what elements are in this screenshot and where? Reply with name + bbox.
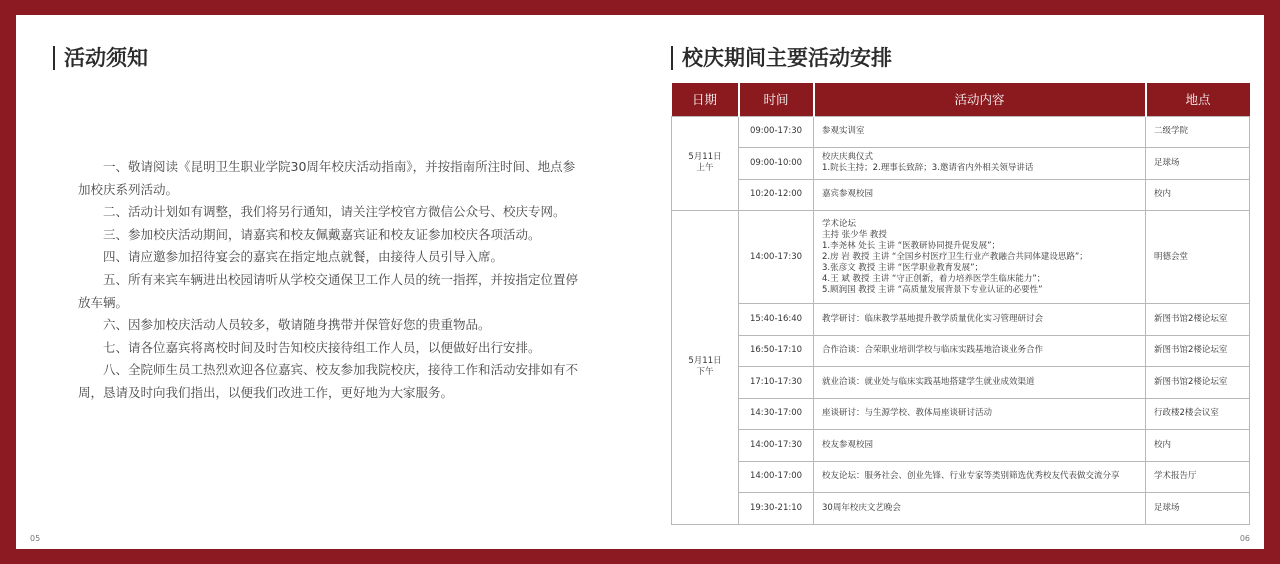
content-line: 校友论坛：服务社会、创业先锋、行业专家等类别筛选优秀校友代表做交流分享 xyxy=(822,471,1120,482)
brochure-spread xyxy=(16,15,1264,549)
table-row xyxy=(672,398,1250,430)
place-cell: 二级学院 xyxy=(1146,116,1250,148)
header-time: 时间 xyxy=(739,83,814,116)
content-line: 座谈研讨：与生源学校、教体局座谈研讨活动 xyxy=(822,408,993,419)
content-cell xyxy=(814,493,1146,525)
notice-title: 活动须知 xyxy=(53,46,148,70)
content-cell xyxy=(814,461,1146,493)
notice-list xyxy=(78,156,580,405)
notice-item: 六、因参加校庆活动人员较多，敬请随身携带并保管好您的贵重物品。 xyxy=(103,317,491,333)
content-cell xyxy=(814,367,1146,399)
time-cell: 16:50-17:10 xyxy=(739,335,814,367)
table-row xyxy=(672,148,1250,180)
place-cell: 校内 xyxy=(1146,430,1250,462)
content-line: 主持 张少华 教授 xyxy=(822,229,887,240)
content-line: 4.王 斌 教授 主讲 “守正创新，着力培养医学生临床能力”； xyxy=(822,273,1046,284)
time-cell: 09:00-10:00 xyxy=(739,148,814,180)
schedule-title: 校庆期间主要活动安排 xyxy=(671,46,892,70)
notice-item: 二、活动计划如有调整，我们将另行通知，请关注学校官方微信公众号、校庆专网。 xyxy=(103,204,566,220)
table-header-row xyxy=(672,83,1250,116)
table-row xyxy=(672,493,1250,525)
time-cell: 14:30-17:00 xyxy=(739,398,814,430)
page-number: 05 xyxy=(30,534,41,543)
place-cell: 新图书馆2楼论坛室 xyxy=(1146,335,1250,367)
place-cell: 学术报告厅 xyxy=(1146,461,1250,493)
date-cell xyxy=(672,211,739,525)
table-row xyxy=(672,430,1250,462)
table-row xyxy=(672,461,1250,493)
table-row xyxy=(672,304,1250,336)
place-cell: 明德会堂 xyxy=(1146,211,1250,304)
content-line: 5.顾润国 教授 主讲 “高质量发展背景下专业认证的必要性” xyxy=(822,284,1043,295)
table-row xyxy=(672,116,1250,148)
content-line: 合作洽谈：合荣职业培训学校与临床实践基地洽谈业务合作 xyxy=(822,345,1044,356)
notice-item: 一、敬请阅读《昆明卫生职业学院30周年校庆活动指南》，并按指南所注时间、地点参加校庆系列活动。 xyxy=(78,159,576,197)
place-cell: 校内 xyxy=(1146,179,1250,211)
page-number: 06 xyxy=(1239,534,1250,543)
time-cell: 14:00-17:30 xyxy=(739,430,814,462)
content-cell xyxy=(814,179,1146,211)
content-cell xyxy=(814,148,1146,180)
content-cell xyxy=(814,116,1146,148)
schedule-table xyxy=(671,83,1250,525)
content-cell xyxy=(814,304,1146,336)
table-row xyxy=(672,211,1250,304)
content-cell xyxy=(814,335,1146,367)
place-cell: 新图书馆2楼论坛室 xyxy=(1146,367,1250,399)
place-cell: 足球场 xyxy=(1146,148,1250,180)
place-cell: 行政楼2楼会议室 xyxy=(1146,398,1250,430)
time-cell: 10:20-12:00 xyxy=(739,179,814,211)
content-line: 教学研讨：临床教学基地提升教学质量优化实习管理研讨会 xyxy=(822,313,1044,324)
time-cell: 09:00-17:30 xyxy=(739,116,814,148)
content-cell xyxy=(814,430,1146,462)
place-cell: 足球场 xyxy=(1146,493,1250,525)
notice-item: 五、所有来宾车辆进出校园请听从学校交通保卫工作人员的统一指挥，并按指定位置停放车辆。 xyxy=(78,271,579,310)
date-period: 上午 xyxy=(696,163,714,174)
content-line: 30周年校庆文艺晚会 xyxy=(822,502,901,513)
notice-item: 三、参加校庆活动期间，请嘉宾和校友佩戴嘉宾证和校友证参加校庆各项活动。 xyxy=(103,226,541,242)
content-line: 校友参观校园 xyxy=(822,439,874,450)
content-line: 1.院长主持；2.理事长致辞；3.邀请省内外相关领导讲话 xyxy=(822,163,1034,174)
content-line: 学术论坛 xyxy=(822,218,857,229)
header-place: 地点 xyxy=(1146,83,1250,116)
date-cell xyxy=(672,116,739,211)
date-day: 5月11日 xyxy=(688,152,722,163)
place-cell: 新图书馆2楼论坛室 xyxy=(1146,304,1250,336)
date-period: 下午 xyxy=(696,367,714,378)
date-day: 5月11日 xyxy=(688,356,722,367)
notice-item: 四、请应邀参加招待宴会的嘉宾在指定地点就餐，由接待人员引导入席。 xyxy=(103,249,504,265)
time-cell: 15:40-16:40 xyxy=(739,304,814,336)
content-line: 嘉宾参观校园 xyxy=(822,189,874,200)
content-cell xyxy=(814,398,1146,430)
table-row xyxy=(672,367,1250,399)
header-date: 日期 xyxy=(672,83,739,116)
content-line: 参观实训室 xyxy=(822,126,865,137)
content-line: 校庆庆典仪式 xyxy=(822,152,874,163)
left-page xyxy=(16,15,640,549)
notice-item: 七、请各位嘉宾将离校时间及时告知校庆接待组工作人员，以便做好出行安排。 xyxy=(103,339,541,355)
content-line: 1.李尧林 处长 主讲 “医教研协同提升促发展”； xyxy=(822,240,1001,251)
time-cell: 19:30-21:10 xyxy=(739,493,814,525)
content-cell xyxy=(814,211,1146,304)
content-line: 2.房 岩 教授 主讲 “全国乡村医疗卫生行业产教融合共同体建设思路”； xyxy=(822,251,1088,262)
content-line: 就业洽谈：就业处与临床实践基地搭建学生就业成效渠道 xyxy=(822,376,1035,387)
table-row xyxy=(672,335,1250,367)
time-cell: 14:00-17:30 xyxy=(739,211,814,304)
time-cell: 14:00-17:00 xyxy=(739,461,814,493)
content-line: 3.张彦文 教授 主讲 “医学职业教育发展”； xyxy=(822,262,984,273)
notice-item: 八、全院师生员工热烈欢迎各位嘉宾、校友参加我院校庆，接待工作和活动安排如有不周，恳请及时向我们指出，以便我们改进工作，更好地为大家服务。 xyxy=(78,362,579,400)
right-page xyxy=(640,15,1264,549)
header-content: 活动内容 xyxy=(814,83,1146,116)
time-cell: 17:10-17:30 xyxy=(739,367,814,399)
table-row xyxy=(672,179,1250,211)
